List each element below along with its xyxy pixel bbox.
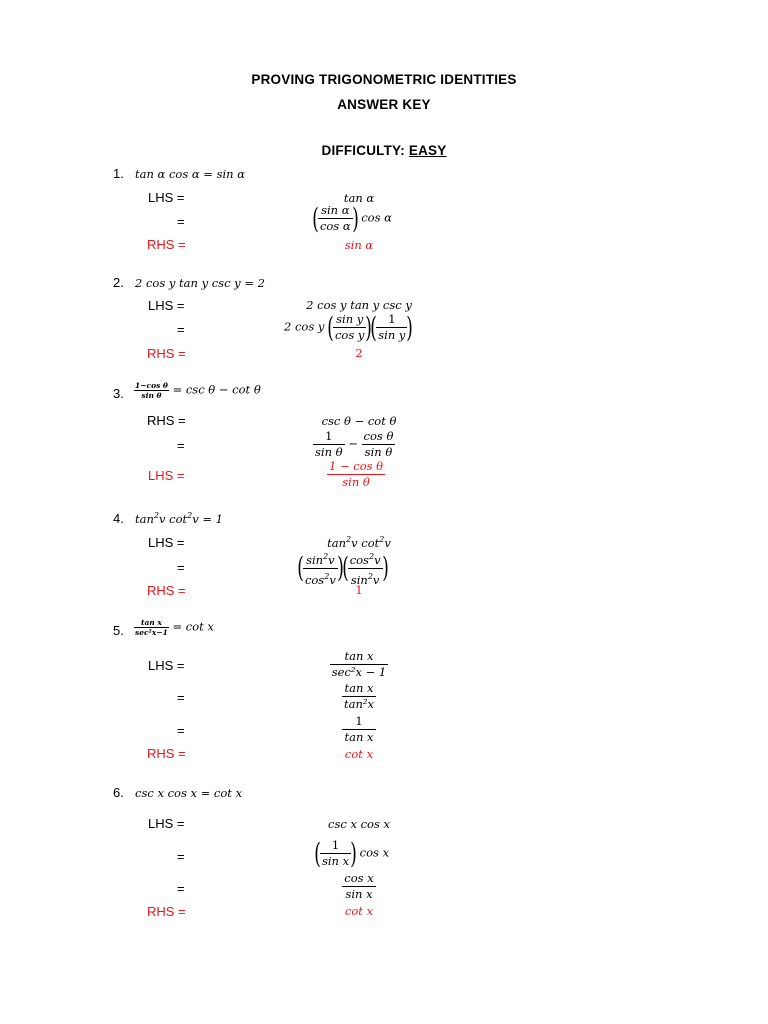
problem-1-step-1: tan α [343, 191, 375, 205]
difficulty-heading [0, 143, 768, 158]
frac-numerator: 1 [342, 714, 375, 730]
problem-6-step-2: ( $\frac{1}{\text{sin x}}$ ) cos x [314, 836, 390, 870]
frac-denominator: $\cos^2v$ [304, 571, 336, 587]
exp: 2 [187, 511, 193, 520]
frac-denominator: sin y [378, 328, 406, 342]
frac-numerator: 1 [313, 429, 345, 445]
var: v [158, 511, 166, 526]
frac-denominator: $\sin^2v$ [350, 571, 380, 587]
fn-cot: cot [361, 535, 380, 550]
var: v [384, 535, 391, 550]
statement-rest: = csc θ − cot θ [172, 382, 261, 397]
problem-1-lhs-label: LHS = [148, 190, 185, 205]
problem-4-step-2: ( $\frac{\sin^2v}{\cos^2v}$ )( $\frac{\cos^2v}{\sin^2v}$ ) [298, 549, 388, 588]
problem-5-rhs-label: RHS = [147, 746, 186, 761]
problem-4-result: 1 [355, 583, 363, 597]
frac-numerator: 1 − cos θ [329, 459, 384, 473]
problem-6-lhs-label: LHS = [148, 816, 185, 831]
problem-3-statement [134, 381, 261, 400]
frac-numerator: 1 [320, 838, 351, 854]
problem-2-number: 2. [113, 275, 124, 290]
problem-4-eq-label: = [177, 560, 185, 575]
problem-5-result: cot x [344, 747, 374, 761]
frac-numerator: 1 [376, 312, 407, 328]
problem-3-number: 3. [113, 386, 124, 401]
problem-4-rhs-label: RHS = [147, 583, 186, 598]
frac-denominator: sin θ [364, 445, 393, 459]
frac-denominator: sec²x − 1 [331, 665, 387, 679]
frac-numerator: cos θ [363, 429, 394, 443]
exp: 2 [346, 535, 352, 544]
problem-4-number: 4. [113, 511, 124, 526]
problem-2-lhs-label: LHS = [148, 298, 185, 313]
problem-4-step-1 [239, 535, 479, 550]
problem-1-statement: tan α cos α = sin α [135, 167, 246, 181]
problem-3-lhs-label: LHS = [148, 468, 185, 483]
var: v [351, 535, 358, 550]
frac-denominator: tan x [344, 730, 374, 744]
var: v [192, 511, 199, 526]
problem-2-eq-label: = [177, 322, 185, 337]
problem-1-result: sin α [344, 238, 374, 252]
frac-denominator: tan²x [344, 697, 374, 711]
problem-6-step-3 [239, 871, 479, 902]
page-title: PROVING TRIGONOMETRIC IDENTITIES [251, 72, 517, 87]
factor: cos x [359, 845, 390, 860]
problem-6-eq-label-1: = [177, 849, 185, 864]
problem-6-eq-label-2: = [177, 881, 185, 896]
page-subtitle: ANSWER KEY [337, 97, 431, 112]
problem-5-number: 5. [113, 623, 124, 638]
problem-3-rhs-label: RHS = [147, 413, 186, 428]
problem-2-step-2: 2 cos y ( $\frac{\text{sin y}}{\text{cos y}}$ )( $\frac{1}{\text{sin y}}$ ) [284, 310, 414, 344]
fn-tan: tan [327, 535, 347, 550]
problem-5-eq-label-2: = [177, 723, 185, 738]
problem-5-step-2 [239, 681, 479, 712]
problem-3-result [327, 459, 385, 490]
frac-denominator: cos α [319, 219, 351, 233]
problem-2-step-1: 2 cos y tan y csc y [306, 298, 412, 312]
statement-rest: = 1 [202, 511, 223, 526]
frac-denominator: sin θ [342, 475, 370, 489]
fn-cot: cot [169, 511, 188, 526]
factor: cos α [361, 210, 392, 225]
problem-5-lhs-label: LHS = [148, 658, 185, 673]
frac-numerator: tan x [330, 649, 389, 665]
problem-5-step-3 [239, 714, 479, 745]
exp: 2 [153, 511, 159, 520]
difficulty-label: DIFFICULTY: [321, 143, 405, 158]
problem-3-step-2 [313, 429, 395, 460]
problem-5-step-1 [239, 649, 479, 680]
problem-6-statement: csc x cos x = cot x [135, 786, 243, 800]
problem-2-statement: 2 cos y tan y csc y = 2 [135, 276, 265, 290]
problem-5-statement [134, 618, 214, 637]
problem-6-result: cot x [344, 904, 374, 918]
exp: 2 [379, 535, 385, 544]
frac-numerator: cos x [344, 871, 374, 885]
frac-denominator: sec²x−1 [135, 628, 168, 637]
frac-denominator: sin θ [315, 445, 343, 459]
problem-1-eq-label: = [177, 214, 185, 229]
frac-numerator: sin α [318, 203, 353, 219]
problem-6-step-1: csc x cos x [328, 817, 390, 831]
prefix: 2 cos y [284, 319, 325, 334]
frac-denominator: cos y [334, 328, 365, 342]
problem-3-eq-label: = [177, 438, 185, 453]
frac-numerator: $\sin^2v$ [303, 549, 338, 569]
problem-1-number: 1. [113, 166, 124, 181]
problem-1-rhs-label: RHS = [147, 237, 186, 252]
problem-6-number: 6. [113, 785, 124, 800]
problem-5-eq-label-1: = [177, 690, 185, 705]
frac-numerator: 1−cos θ [135, 381, 168, 390]
problem-2-result: 2 [355, 346, 363, 360]
frac-denominator: sin x [321, 854, 350, 868]
problem-3-step-1: csc θ − cot θ [321, 414, 397, 428]
frac-numerator: tan x [134, 618, 169, 628]
frac-denominator: sin θ [141, 391, 162, 400]
minus-sign: − [348, 436, 358, 451]
frac-denominator: sin x [345, 887, 373, 901]
frac-numerator: $\cos^2v$ [348, 549, 383, 569]
frac-numerator: sin y [333, 312, 366, 328]
problem-4-statement [135, 511, 223, 526]
problem-4-lhs-label: LHS = [148, 535, 185, 550]
fn-tan: tan [135, 511, 154, 526]
problem-2-rhs-label: RHS = [147, 346, 186, 361]
difficulty-value: EASY [408, 143, 447, 158]
problem-6-rhs-label: RHS = [147, 904, 186, 919]
statement-rest: = cot x [172, 619, 214, 634]
frac-numerator: tan x [342, 681, 376, 697]
problem-1-step-2: ( $\frac{\text{sin α}}{\text{cos α}}$ ) cos α [312, 201, 392, 235]
